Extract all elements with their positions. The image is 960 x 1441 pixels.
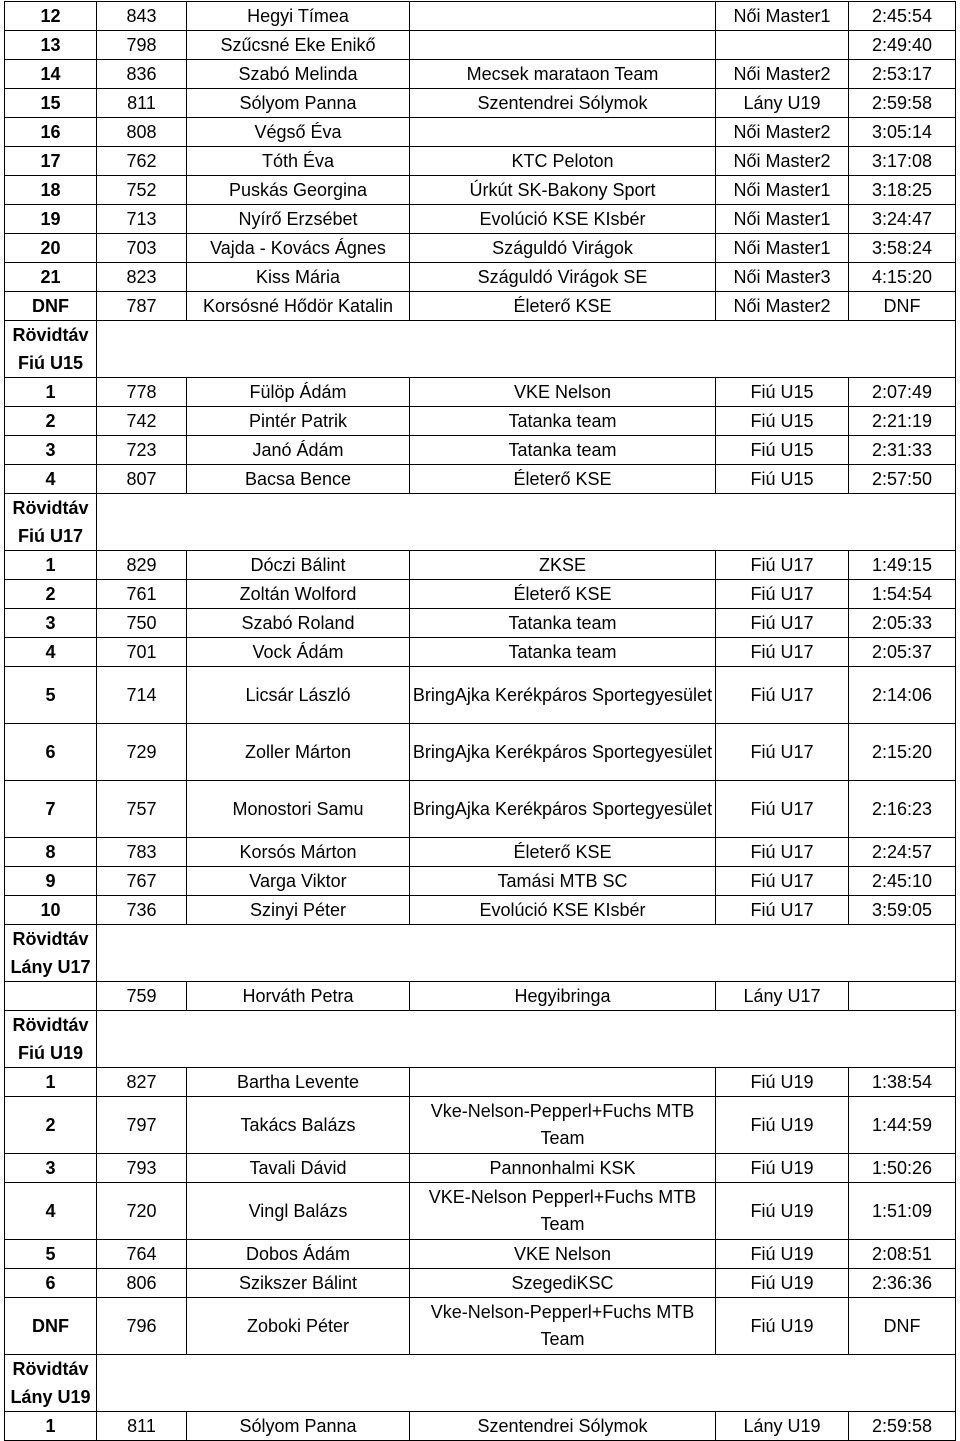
time-cell: 2:05:37 xyxy=(849,638,956,667)
time-cell: 3:58:24 xyxy=(849,234,956,263)
club-cell: VKE-Nelson Pepperl+Fuchs MTB Team xyxy=(410,1183,716,1240)
category-cell: Női Master2 xyxy=(716,292,849,321)
club-cell: Tatanka team xyxy=(410,609,716,638)
bib-number-cell: 843 xyxy=(97,2,187,31)
club-cell: Vke-Nelson-Pepperl+Fuchs MTB Team xyxy=(410,1298,716,1355)
club-cell: Tamási MTB SC xyxy=(410,867,716,896)
section-category: Fiú U19 xyxy=(17,1043,83,1063)
category-cell: Fiú U15 xyxy=(716,436,849,465)
table-row xyxy=(5,234,956,263)
table-row xyxy=(5,2,956,31)
place-cell: 17 xyxy=(5,147,97,176)
rider-name-cell: Dobos Ádám xyxy=(187,1240,410,1269)
category-cell: Fiú U17 xyxy=(716,896,849,925)
section-category: Fiú U17 xyxy=(17,526,83,546)
rider-name-cell: Pintér Patrik xyxy=(187,407,410,436)
place-cell: 4 xyxy=(5,1183,97,1240)
place-cell xyxy=(5,982,97,1011)
category-cell: Fiú U15 xyxy=(716,378,849,407)
club-cell: Evolúció KSE KIsbér xyxy=(410,205,716,234)
time-cell: 2:05:33 xyxy=(849,609,956,638)
bib-number-cell: 798 xyxy=(97,31,187,60)
bib-number-cell: 808 xyxy=(97,118,187,147)
time-cell: 3:05:14 xyxy=(849,118,956,147)
time-cell: 2:07:49 xyxy=(849,378,956,407)
section-empty-cell xyxy=(97,925,956,982)
category-cell: Fiú U17 xyxy=(716,667,849,724)
club-cell: Hegyibringa xyxy=(410,982,716,1011)
table-row xyxy=(5,667,956,724)
bib-number-cell: 767 xyxy=(97,867,187,896)
category-cell: Női Master3 xyxy=(716,263,849,292)
club-cell: BringAjka Kerékpáros Sportegyesület xyxy=(410,781,716,838)
table-row xyxy=(5,60,956,89)
time-cell: 2:36:36 xyxy=(849,1269,956,1298)
rider-name-cell: Végső Éva xyxy=(187,118,410,147)
results-table xyxy=(4,1,956,1441)
rider-name-cell: Vock Ádám xyxy=(187,638,410,667)
table-row xyxy=(5,551,956,580)
club-cell: BringAjka Kerékpáros Sportegyesület xyxy=(410,724,716,781)
rider-name-cell: Szinyi Péter xyxy=(187,896,410,925)
club-cell: Evolúció KSE KIsbér xyxy=(410,896,716,925)
bib-number-cell: 701 xyxy=(97,638,187,667)
bib-number-cell: 827 xyxy=(97,1068,187,1097)
place-cell: 14 xyxy=(5,60,97,89)
category-cell: Fiú U17 xyxy=(716,609,849,638)
table-row xyxy=(5,609,956,638)
rider-name-cell: Bacsa Bence xyxy=(187,465,410,494)
time-cell: 3:59:05 xyxy=(849,896,956,925)
section-header-row xyxy=(5,494,956,551)
club-cell xyxy=(410,1068,716,1097)
table-row xyxy=(5,867,956,896)
table-row xyxy=(5,292,956,321)
time-cell: 1:49:15 xyxy=(849,551,956,580)
rider-name-cell: Kiss Mária xyxy=(187,263,410,292)
time-cell: DNF xyxy=(849,292,956,321)
table-row xyxy=(5,580,956,609)
time-cell: 1:38:54 xyxy=(849,1068,956,1097)
place-cell: 1 xyxy=(5,1068,97,1097)
category-cell: Fiú U19 xyxy=(716,1183,849,1240)
club-cell: VKE Nelson xyxy=(410,378,716,407)
time-cell: 2:57:50 xyxy=(849,465,956,494)
rider-name-cell: Tóth Éva xyxy=(187,147,410,176)
time-cell: 3:17:08 xyxy=(849,147,956,176)
category-cell: Fiú U15 xyxy=(716,465,849,494)
rider-name-cell: Varga Viktor xyxy=(187,867,410,896)
club-cell: Mecsek marataon Team xyxy=(410,60,716,89)
section-category: Fiú U15 xyxy=(17,353,83,373)
bib-number-cell: 759 xyxy=(97,982,187,1011)
place-cell: 16 xyxy=(5,118,97,147)
table-row xyxy=(5,407,956,436)
rider-name-cell: Bartha Levente xyxy=(187,1068,410,1097)
section-distance: Rövidtáv xyxy=(12,929,89,949)
table-row xyxy=(5,1298,956,1355)
section-distance: Rövidtáv xyxy=(12,1359,89,1379)
rider-name-cell: Szűcsné Eke Enikő xyxy=(187,31,410,60)
table-row xyxy=(5,1240,956,1269)
table-row xyxy=(5,724,956,781)
table-row xyxy=(5,982,956,1011)
rider-name-cell: Tavali Dávid xyxy=(187,1154,410,1183)
time-cell: 1:44:59 xyxy=(849,1097,956,1154)
bib-number-cell: 807 xyxy=(97,465,187,494)
rider-name-cell: Janó Ádám xyxy=(187,436,410,465)
club-cell: Tatanka team xyxy=(410,436,716,465)
bib-number-cell: 714 xyxy=(97,667,187,724)
time-cell: 1:54:54 xyxy=(849,580,956,609)
club-cell: Úrkút SK-Bakony Sport xyxy=(410,176,716,205)
bib-number-cell: 742 xyxy=(97,407,187,436)
rider-name-cell: Puskás Georgina xyxy=(187,176,410,205)
place-cell: 7 xyxy=(5,781,97,838)
category-cell: Lány U19 xyxy=(716,89,849,118)
club-cell: Életerő KSE xyxy=(410,838,716,867)
bib-number-cell: 757 xyxy=(97,781,187,838)
bib-number-cell: 811 xyxy=(97,1412,187,1441)
time-cell: 2:59:58 xyxy=(849,1412,956,1441)
place-cell: 3 xyxy=(5,609,97,638)
category-cell: Női Master1 xyxy=(716,2,849,31)
table-row xyxy=(5,1269,956,1298)
club-cell: Száguldó Virágok xyxy=(410,234,716,263)
place-cell: 2 xyxy=(5,407,97,436)
time-cell: 2:08:51 xyxy=(849,1240,956,1269)
club-cell: Pannonhalmi KSK xyxy=(410,1154,716,1183)
time-cell: 1:50:26 xyxy=(849,1154,956,1183)
category-cell: Fiú U17 xyxy=(716,551,849,580)
club-cell: Száguldó Virágok SE xyxy=(410,263,716,292)
category-cell: Lány U19 xyxy=(716,1412,849,1441)
time-cell: 2:53:17 xyxy=(849,60,956,89)
time-cell: 2:16:23 xyxy=(849,781,956,838)
category-cell: Női Master2 xyxy=(716,118,849,147)
club-cell: Életerő KSE xyxy=(410,580,716,609)
time-cell: 2:14:06 xyxy=(849,667,956,724)
place-cell: 3 xyxy=(5,1154,97,1183)
club-cell: ZKSE xyxy=(410,551,716,580)
place-cell: 21 xyxy=(5,263,97,292)
place-cell: 4 xyxy=(5,465,97,494)
rider-name-cell: Nyírő Erzsébet xyxy=(187,205,410,234)
section-empty-cell xyxy=(97,494,956,551)
place-cell: 2 xyxy=(5,580,97,609)
place-cell: 5 xyxy=(5,667,97,724)
time-cell: 2:31:33 xyxy=(849,436,956,465)
bib-number-cell: 783 xyxy=(97,838,187,867)
rider-name-cell: Zoltán Wolford xyxy=(187,580,410,609)
table-row xyxy=(5,89,956,118)
section-label xyxy=(5,925,97,982)
category-cell: Fiú U17 xyxy=(716,638,849,667)
table-row xyxy=(5,838,956,867)
section-header-row xyxy=(5,1011,956,1068)
section-label xyxy=(5,1011,97,1068)
category-cell: Fiú U15 xyxy=(716,407,849,436)
section-header-row xyxy=(5,1355,956,1412)
place-cell: 19 xyxy=(5,205,97,234)
place-cell: 1 xyxy=(5,551,97,580)
table-row xyxy=(5,176,956,205)
rider-name-cell: Horváth Petra xyxy=(187,982,410,1011)
time-cell xyxy=(849,982,956,1011)
time-cell: 1:51:09 xyxy=(849,1183,956,1240)
bib-number-cell: 778 xyxy=(97,378,187,407)
bib-number-cell: 720 xyxy=(97,1183,187,1240)
bib-number-cell: 811 xyxy=(97,89,187,118)
bib-number-cell: 829 xyxy=(97,551,187,580)
rider-name-cell: Monostori Samu xyxy=(187,781,410,838)
place-cell: 2 xyxy=(5,1097,97,1154)
category-cell: Fiú U17 xyxy=(716,838,849,867)
category-cell: Női Master1 xyxy=(716,234,849,263)
rider-name-cell: Licsár László xyxy=(187,667,410,724)
rider-name-cell: Szabó Roland xyxy=(187,609,410,638)
category-cell: Női Master1 xyxy=(716,205,849,234)
rider-name-cell: Sólyom Panna xyxy=(187,1412,410,1441)
category-cell: Lány U17 xyxy=(716,982,849,1011)
bib-number-cell: 787 xyxy=(97,292,187,321)
bib-number-cell: 752 xyxy=(97,176,187,205)
time-cell: 4:15:20 xyxy=(849,263,956,292)
table-row xyxy=(5,1183,956,1240)
table-row xyxy=(5,1068,956,1097)
section-label xyxy=(5,321,97,378)
rider-name-cell: Dóczi Bálint xyxy=(187,551,410,580)
rider-name-cell: Takács Balázs xyxy=(187,1097,410,1154)
rider-name-cell: Szabó Melinda xyxy=(187,60,410,89)
time-cell: 2:45:54 xyxy=(849,2,956,31)
category-cell: Fiú U17 xyxy=(716,781,849,838)
club-cell: Szentendrei Sólymok xyxy=(410,89,716,118)
category-cell: Fiú U19 xyxy=(716,1097,849,1154)
bib-number-cell: 729 xyxy=(97,724,187,781)
bib-number-cell: 806 xyxy=(97,1269,187,1298)
time-cell: 2:24:57 xyxy=(849,838,956,867)
time-cell: 2:59:58 xyxy=(849,89,956,118)
club-cell: KTC Peloton xyxy=(410,147,716,176)
club-cell xyxy=(410,31,716,60)
bib-number-cell: 762 xyxy=(97,147,187,176)
time-cell: 3:24:47 xyxy=(849,205,956,234)
section-distance: Rövidtáv xyxy=(12,325,89,345)
category-cell: Fiú U17 xyxy=(716,724,849,781)
table-row xyxy=(5,896,956,925)
time-cell: 3:18:25 xyxy=(849,176,956,205)
bib-number-cell: 750 xyxy=(97,609,187,638)
section-empty-cell xyxy=(97,1011,956,1068)
category-cell: Női Master2 xyxy=(716,60,849,89)
place-cell: 10 xyxy=(5,896,97,925)
place-cell: 4 xyxy=(5,638,97,667)
bib-number-cell: 703 xyxy=(97,234,187,263)
club-cell: BringAjka Kerékpáros Sportegyesület xyxy=(410,667,716,724)
section-empty-cell xyxy=(97,321,956,378)
rider-name-cell: Vingl Balázs xyxy=(187,1183,410,1240)
table-row xyxy=(5,263,956,292)
section-label xyxy=(5,494,97,551)
place-cell: 9 xyxy=(5,867,97,896)
table-row xyxy=(5,1097,956,1154)
time-cell: 2:15:20 xyxy=(849,724,956,781)
club-cell: Vke-Nelson-Pepperl+Fuchs MTB Team xyxy=(410,1097,716,1154)
time-cell: 2:45:10 xyxy=(849,867,956,896)
place-cell: DNF xyxy=(5,1298,97,1355)
place-cell: 13 xyxy=(5,31,97,60)
table-row xyxy=(5,465,956,494)
rider-name-cell: Zoller Márton xyxy=(187,724,410,781)
place-cell: DNF xyxy=(5,292,97,321)
category-cell: Női Master2 xyxy=(716,147,849,176)
rider-name-cell: Hegyi Tímea xyxy=(187,2,410,31)
time-cell: DNF xyxy=(849,1298,956,1355)
rider-name-cell: Korsós Márton xyxy=(187,838,410,867)
place-cell: 3 xyxy=(5,436,97,465)
results-body xyxy=(5,2,956,1441)
club-cell: SzegediKSC xyxy=(410,1269,716,1298)
bib-number-cell: 793 xyxy=(97,1154,187,1183)
club-cell: Életerő KSE xyxy=(410,465,716,494)
table-row xyxy=(5,31,956,60)
place-cell: 15 xyxy=(5,89,97,118)
club-cell xyxy=(410,118,716,147)
rider-name-cell: Zoboki Péter xyxy=(187,1298,410,1355)
rider-name-cell: Korsósné Hődör Katalin xyxy=(187,292,410,321)
place-cell: 20 xyxy=(5,234,97,263)
table-row xyxy=(5,378,956,407)
table-row xyxy=(5,638,956,667)
place-cell: 8 xyxy=(5,838,97,867)
rider-name-cell: Sólyom Panna xyxy=(187,89,410,118)
category-cell: Fiú U19 xyxy=(716,1269,849,1298)
section-distance: Rövidtáv xyxy=(12,1015,89,1035)
place-cell: 12 xyxy=(5,2,97,31)
table-row xyxy=(5,436,956,465)
bib-number-cell: 823 xyxy=(97,263,187,292)
category-cell: Fiú U19 xyxy=(716,1068,849,1097)
time-cell: 2:49:40 xyxy=(849,31,956,60)
category-cell: Fiú U19 xyxy=(716,1240,849,1269)
bib-number-cell: 764 xyxy=(97,1240,187,1269)
bib-number-cell: 797 xyxy=(97,1097,187,1154)
section-empty-cell xyxy=(97,1355,956,1412)
category-cell: Fiú U17 xyxy=(716,867,849,896)
bib-number-cell: 836 xyxy=(97,60,187,89)
place-cell: 6 xyxy=(5,724,97,781)
club-cell: Tatanka team xyxy=(410,638,716,667)
place-cell: 5 xyxy=(5,1240,97,1269)
bib-number-cell: 796 xyxy=(97,1298,187,1355)
category-cell xyxy=(716,31,849,60)
table-row xyxy=(5,205,956,234)
bib-number-cell: 761 xyxy=(97,580,187,609)
section-category: Lány U19 xyxy=(10,1387,91,1407)
time-cell: 2:21:19 xyxy=(849,407,956,436)
club-cell: Szentendrei Sólymok xyxy=(410,1412,716,1441)
table-row xyxy=(5,1154,956,1183)
table-row xyxy=(5,147,956,176)
table-row xyxy=(5,781,956,838)
category-cell: Női Master1 xyxy=(716,176,849,205)
table-row xyxy=(5,118,956,147)
place-cell: 18 xyxy=(5,176,97,205)
club-cell xyxy=(410,2,716,31)
rider-name-cell: Szikszer Bálint xyxy=(187,1269,410,1298)
club-cell: Tatanka team xyxy=(410,407,716,436)
section-header-row xyxy=(5,925,956,982)
bib-number-cell: 736 xyxy=(97,896,187,925)
section-category: Lány U17 xyxy=(10,957,91,977)
rider-name-cell: Fülöp Ádám xyxy=(187,378,410,407)
section-distance: Rövidtáv xyxy=(12,498,89,518)
place-cell: 6 xyxy=(5,1269,97,1298)
category-cell: Fiú U17 xyxy=(716,580,849,609)
club-cell: VKE Nelson xyxy=(410,1240,716,1269)
section-header-row xyxy=(5,321,956,378)
place-cell: 1 xyxy=(5,378,97,407)
club-cell: Életerő KSE xyxy=(410,292,716,321)
place-cell: 1 xyxy=(5,1412,97,1441)
section-label xyxy=(5,1355,97,1412)
rider-name-cell: Vajda - Kovács Ágnes xyxy=(187,234,410,263)
category-cell: Fiú U19 xyxy=(716,1298,849,1355)
bib-number-cell: 713 xyxy=(97,205,187,234)
bib-number-cell: 723 xyxy=(97,436,187,465)
category-cell: Fiú U19 xyxy=(716,1154,849,1183)
table-row xyxy=(5,1412,956,1441)
